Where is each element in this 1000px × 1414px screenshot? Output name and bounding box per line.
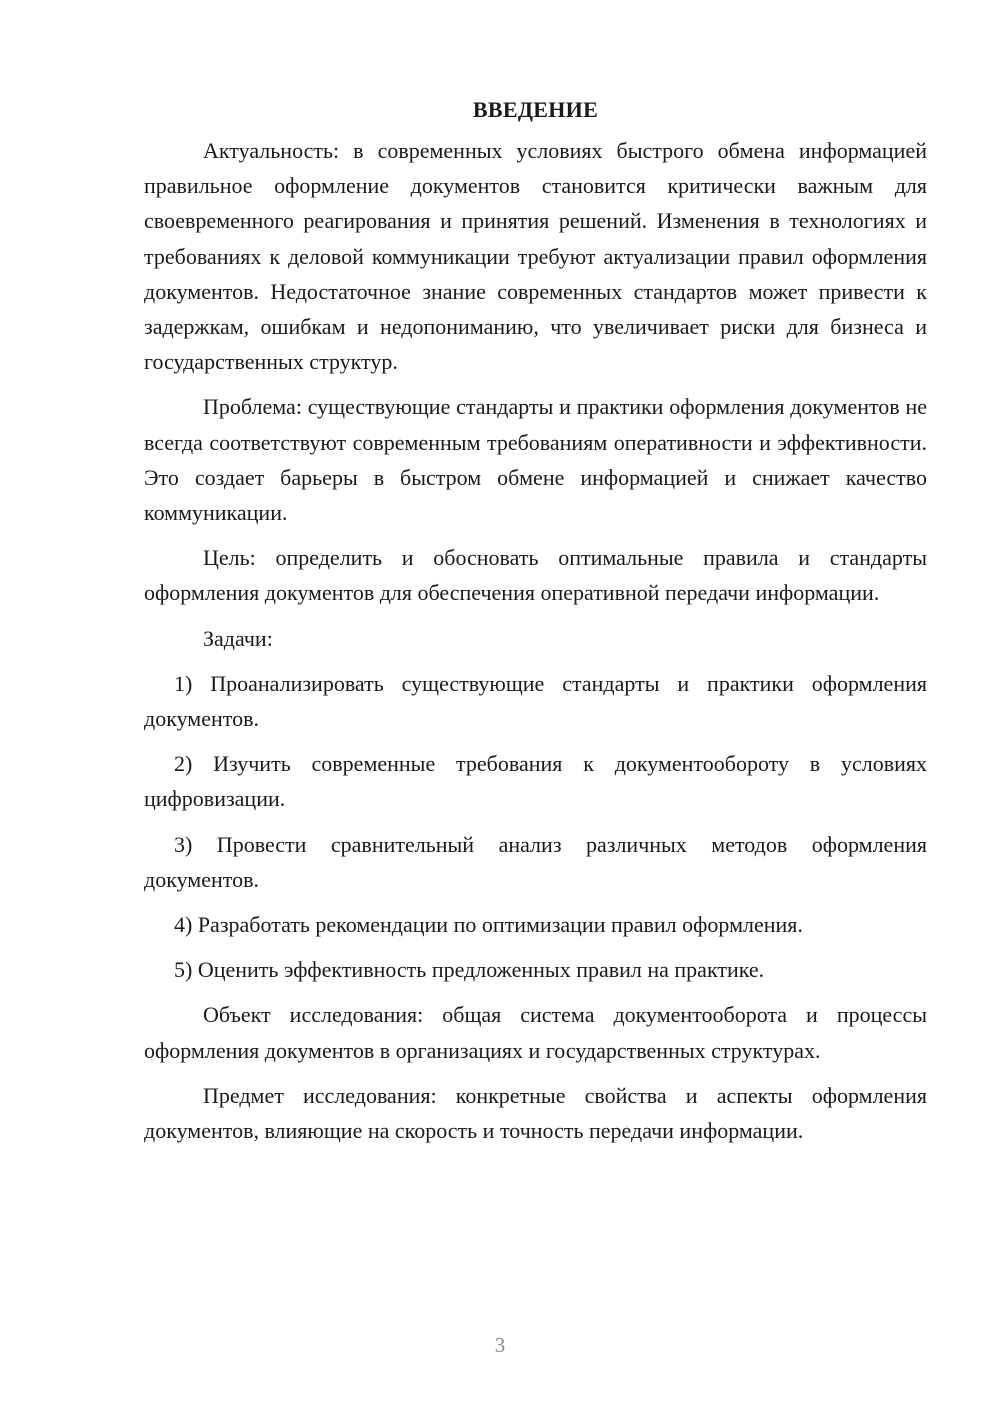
paragraph-problem: Проблема: существующие стандарты и практики оформления документов не всегда соответствуют современным требованиям оперативности и эффективности. Это создает барьеры в быстром обмене информацией и снижает качество коммуникации. (144, 394, 927, 526)
paragraph-goal: Цель: определить и обосновать оптимальные правила и стандарты оформления документов для обеспечения оперативной передачи информации. (144, 545, 927, 606)
paragraph-relevance: Актуальность: в современных условиях быстрого обмена информацией правильное оформление документов становится критически важным для своевременного реагирования и принятия решений. Изменения в технологиях и требованиях к деловой коммуникации требуют актуализации правил оформления документов. Недостаточное знание современных стандартов может привести к задержкам, ошибкам и недопониманию, что увеличивает риски для бизнеса и государственных структур. (144, 138, 927, 375)
document-page (144, 92, 927, 1158)
task-item-4: 4) Разработать рекомендации по оптимизации правил оформления. (174, 912, 803, 938)
paragraph-object: Объект исследования: общая система документооборота и процессы оформления документов в организациях и государственных структурах. (144, 1002, 927, 1063)
task-item-1: 1) Проанализировать существующие стандарты и практики оформления документов. (144, 670, 927, 732)
paragraph-tasks-heading: Задачи: (203, 625, 273, 651)
task-item-3: 3) Провести сравнительный анализ различных методов оформления документов. (144, 831, 927, 892)
task-item-5: 5) Оценить эффективность предложенных правил на практике. (174, 957, 765, 983)
paragraph-subject: Предмет исследования: конкретные свойства и аспекты оформления документов, влияющие на скорость и точность передачи информации. (144, 1082, 927, 1144)
section-title: ВВЕДЕНИЕ (472, 97, 599, 122)
page-number: 3 (494, 1333, 506, 1357)
task-item-2: 2) Изучить современные требования к документообороту в условиях цифровизации. (144, 751, 927, 812)
